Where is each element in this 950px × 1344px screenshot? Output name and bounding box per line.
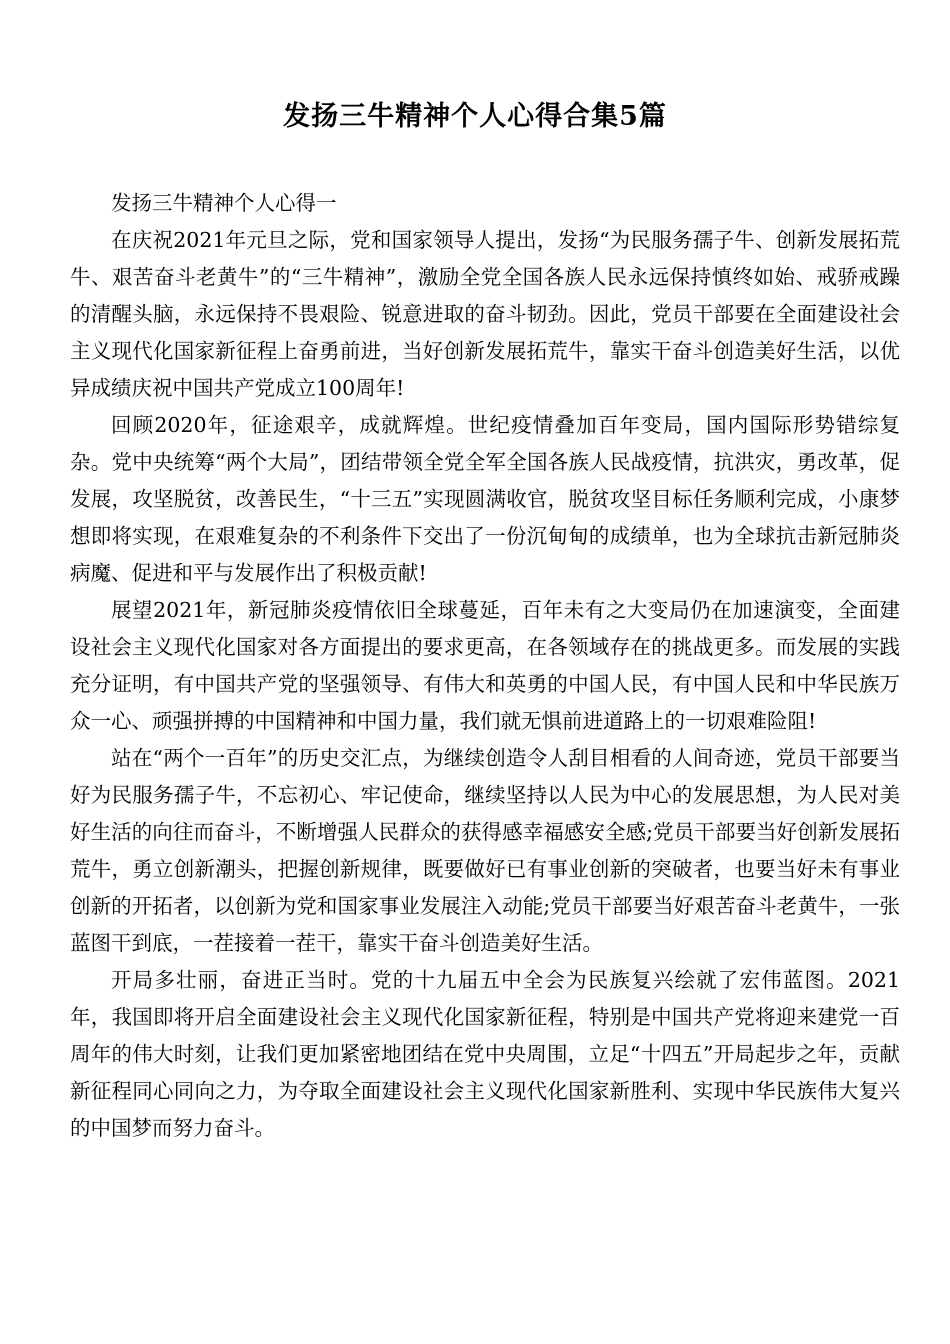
paragraph-1: 在庆祝2021年元旦之际，党和国家领导人提出，发扬“为民服务孺子牛、创新发展拓荒牛、艰苦奋斗老黄牛”的“三牛精神”，激励全党全国各族人民永远保持慎终如始、戒骄戒躁的清醒头脑，永远保持不畏艰险、锐意进取的奋斗韧劲。因此，党员干部要在全面建设社会主义现代化国家新征程上奋勇前进，当好创新发展拓荒牛，靠实干奋斗创造美好生活，以优异成绩庆祝中国共产党成立100周年! bbox=[70, 228, 900, 400]
paragraph-4: 站在“两个一百年”的历史交汇点，为继续创造令人刮目相看的人间奇迹，党员干部要当好为民服务孺子牛，不忘初心、牢记使命，继续坚持以人民为中心的发展思想，为人民对美好生活的向往而奋斗，不断增强人民群众的获得感幸福感安全感;党员干部要当好创新发展拓荒牛，勇立创新潮头，把握创新规律，既要做好已有事业创新的突破者，也要当好未有事业创新的开拓者，以创新为党和国家事业发展注入动能;党员干部要当好艰苦奋斗老黄牛，一张蓝图干到底，一茬接着一茬干，靠实干奋斗创造美好生活。 bbox=[70, 746, 900, 955]
document-body bbox=[70, 185, 900, 1147]
document-title: 发扬三牛精神个人心得合集5篇 bbox=[283, 101, 667, 132]
paragraph-2: 回顾2020年，征途艰辛，成就辉煌。世纪疫情叠加百年变局，国内国际形势错综复杂。党中央统筹“两个大局”，团结带领全党全军全国各族人民战疫情，抗洪灾，勇改革，促发展，攻坚脱贫，改善民生，“十三五”实现圆满收官，脱贫攻坚目标任务顺利完成，小康梦想即将实现，在艰难复杂的不利条件下交出了一份沉甸甸的成绩单，也为全球抗击新冠肺炎病魔、促进和平与发展作出了积极贡献! bbox=[70, 413, 900, 585]
section-heading: 发扬三牛精神个人心得一 bbox=[111, 191, 337, 215]
paragraph-5: 开局多壮丽，奋进正当时。党的十九届五中全会为民族复兴绘就了宏伟蓝图。2021年，我国即将开启全面建设社会主义现代化国家新征程，特别是中国共产党将迎来建党一百周年的伟大时刻，让我们更加紧密地团结在党中央周围，立足“十四五”开局起步之年，贡献新征程同心同向之力，为夺取全面建设社会主义现代化国家新胜利、实现中华民族伟大复兴的中国梦而努力奋斗。 bbox=[70, 968, 900, 1140]
paragraph-3: 展望2021年，新冠肺炎疫情依旧全球蔓延，百年未有之大变局仍在加速演变，全面建设社会主义现代化国家对各方面提出的要求更高，在各领域存在的挑战更多。而发展的实践充分证明，有中国共产党的坚强领导、有伟大和英勇的中国人民，有中国人民和中华民族万众一心、顽强拼搏的中国精神和中国力量，我们就无惧前进道路上的一切艰难险阻! bbox=[70, 598, 900, 733]
